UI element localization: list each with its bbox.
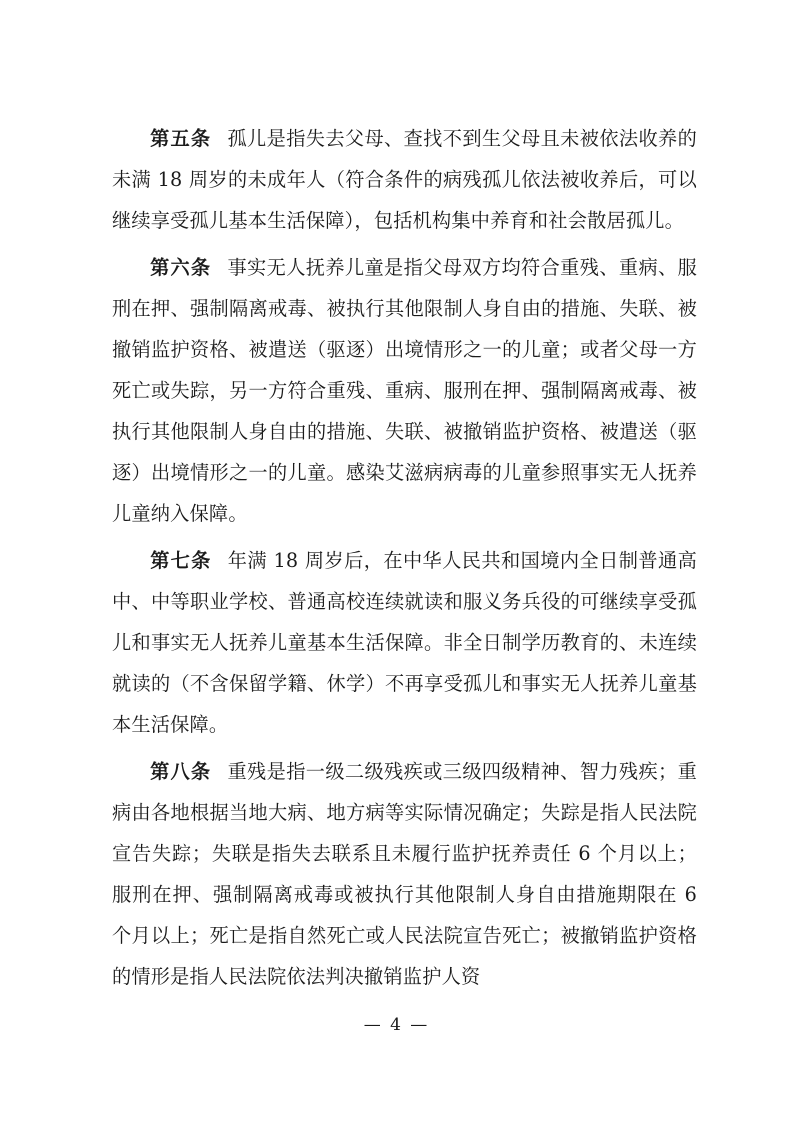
article-paragraph: [112, 751, 697, 997]
article-number: 第七条: [150, 549, 212, 572]
article-paragraph: [112, 247, 697, 534]
article-number: 第八条: [150, 760, 212, 783]
article-number: 第六条: [150, 256, 212, 279]
article-text: 年满 18 周岁后，在中华人民共和国境内全日制普通高中、中等职业学校、普通高校连续就读和服义务兵役的可继续享受孤儿和事实无人抚养儿童基本生活保障。非全日制学历教育的、未连续就读的（不含保留学籍、休学）不再享受孤儿和事实无人抚养儿童基本生活保障。: [112, 549, 697, 736]
article-text: 重残是指一级二级残疾或三级四级精神、智力残疾；重病由各地根据当地大病、地方病等实际情况确定；失踪是指人民法院宣告失踪；失联是指失去联系且未履行监护抚养责任 6 个月以上；服刑在押、强制隔离戒毒或被执行其他限制人身自由措施期限在 6 个月以上；死亡是指自然死亡或人民法院宣告死亡；被撤销监护资格的情形是指人民法院依法判决撤销监护人资: [112, 760, 697, 988]
page-number: — 4 —: [363, 1015, 430, 1035]
article-text: 事实无人抚养儿童是指父母双方均符合重残、重病、服刑在押、强制隔离戒毒、被执行其他限制人身自由的措施、失联、被撤销监护资格、被遣送（驱逐）出境情形之一的儿童；或者父母一方死亡或失踪，另一方符合重残、重病、服刑在押、强制隔离戒毒、被执行其他限制人身自由的措施、失联、被撤销监护资格、被遣送（驱逐）出境情形之一的儿童。感染艾滋病病毒的儿童参照事实无人抚养儿童纳入保障。: [112, 256, 697, 525]
article-text: 孤儿是指失去父母、查找不到生父母且未被依法收养的未满 18 周岁的未成年人（符合条件的病残孤儿依法被收养后，可以继续享受孤儿基本生活保障），包括机构集中养育和社会散居孤儿。: [112, 127, 697, 232]
article-number: 第五条: [150, 127, 212, 150]
article-paragraph: [112, 540, 697, 745]
article-paragraph: [112, 118, 697, 241]
page-footer: [0, 1015, 793, 1035]
